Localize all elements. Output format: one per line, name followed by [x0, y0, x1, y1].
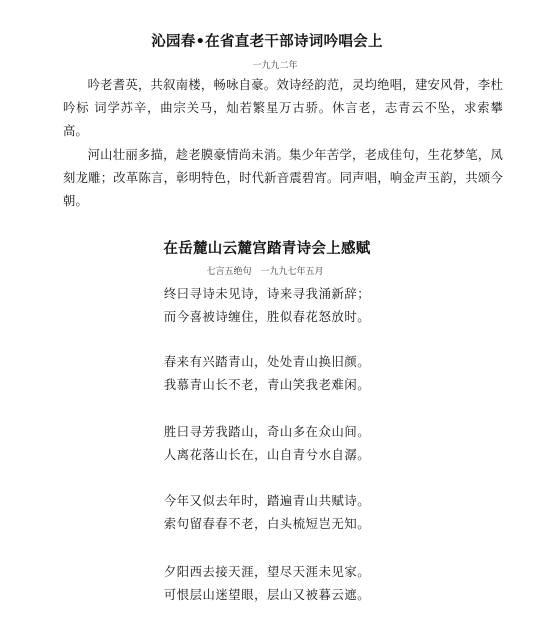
poem2-line-5: 胜曰寻芳我踏山，奇山多在众山间。 [163, 425, 371, 439]
poem2-line-1: 终曰寻诗未见诗，诗来寻我涌新辞； [163, 287, 371, 301]
poem1-paragraph-2: 河山壮丽多描，趁老膜豪情尚未消。集少年苦学，老成佳句，生花梦笔，凤刻龙雕；改革陈言，彰明特色，时代新音震碧宵。同声唱，响金声玉韵，共颂今朝。 [63, 148, 503, 208]
poem1-title: 沁园春•在省直老干部诗词吟唱会上 [151, 34, 383, 50]
poem2-line-9: 夕阳西去接天涯，望尽天涯未见家。 [163, 565, 371, 579]
poem2-line-6: 人离花落山长在，山自青兮水自潺。 [163, 448, 371, 462]
poem2-line-10: 可恨层山迷望眼，层山又被暮云遮。 [163, 588, 371, 602]
poem2-title: 在岳麓山云麓宫踏青诗会上感赋 [163, 241, 371, 257]
poem2-subtitle: 七言五绝句 一九九七年五月 [206, 267, 324, 277]
poem1-paragraph-1: 吟老耆英，共叙南楼，畅咏自豪。效诗经韵范，灵均绝唱，建安风骨，李杜吟标 词学苏辛，曲宗关马，灿若繁星万古骄。休言老，志青云不坠，求索攀高。 [63, 78, 503, 138]
poem1-date: 一九九二年 [252, 61, 298, 71]
poem2-line-2: 而今喜被诗缠住，胜似春花怒放时。 [163, 310, 371, 324]
poem2-line-7: 今年又似去年时，踏遍青山共赋诗。 [163, 494, 371, 508]
poem2-line-4: 我慕青山长不老，青山笑我老难闲。 [163, 378, 371, 392]
poem2-line-8: 索句留春春不老，白头梳短岂无知。 [163, 517, 371, 531]
poem2-line-3: 春来有兴踏青山，处处青山换旧颜。 [163, 355, 371, 369]
